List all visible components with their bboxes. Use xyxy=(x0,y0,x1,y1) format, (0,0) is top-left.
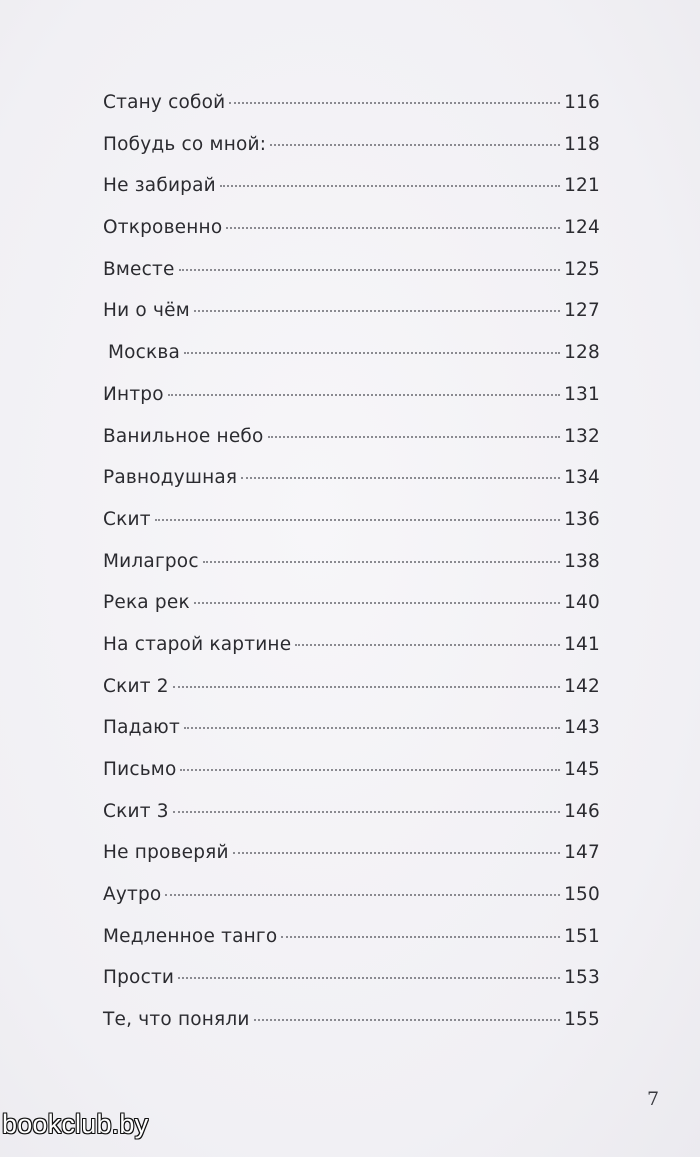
toc-dot-leader xyxy=(180,769,560,771)
toc-dot-leader xyxy=(165,894,560,896)
toc-entry-title: Река рек xyxy=(103,592,190,614)
toc-entry-page: 150 xyxy=(564,884,600,906)
toc-entry xyxy=(103,467,600,509)
toc-entry-title: Москва xyxy=(108,342,181,364)
toc-entry-title: Ни о чём xyxy=(103,300,190,322)
toc-entry-title: Скит 3 xyxy=(103,800,169,822)
toc-entry-title: Письмо xyxy=(103,759,177,780)
toc-dot-leader xyxy=(268,436,561,438)
toc-entry-title: Скит 2 xyxy=(103,675,169,697)
toc-entry-page: 141 xyxy=(564,633,600,655)
toc-entry xyxy=(103,759,600,801)
toc-entry xyxy=(103,801,600,843)
page-number: 7 xyxy=(647,1088,660,1110)
toc-entry-page: 153 xyxy=(564,967,600,989)
toc-entry xyxy=(103,217,600,259)
toc-entry-page: 125 xyxy=(564,258,600,280)
toc-entry xyxy=(103,884,600,926)
toc-dot-leader xyxy=(155,519,560,521)
toc-entry xyxy=(103,967,600,1009)
toc-dot-leader xyxy=(295,644,560,646)
toc-dot-leader xyxy=(168,394,560,396)
toc-entry xyxy=(103,259,600,301)
toc-entry xyxy=(103,426,600,468)
toc-entry-page: 134 xyxy=(564,467,600,489)
toc-dot-leader xyxy=(184,727,560,729)
toc-entry xyxy=(103,509,600,551)
toc-entry-page: 145 xyxy=(564,759,600,780)
toc-entry-page: 140 xyxy=(564,592,600,614)
toc-entry xyxy=(103,384,600,426)
toc-dot-leader xyxy=(241,477,560,479)
toc-dot-leader xyxy=(281,936,560,938)
toc-entry xyxy=(103,842,600,884)
toc-entry xyxy=(103,92,600,134)
toc-entry-page: 127 xyxy=(564,300,600,322)
toc-entry xyxy=(103,342,600,384)
toc-entry xyxy=(103,926,600,968)
toc-entry-title: Те, что поняли xyxy=(103,1009,250,1031)
toc-entry-page: 151 xyxy=(564,925,600,947)
toc-entry xyxy=(103,175,600,217)
toc-entry-page: 131 xyxy=(564,383,600,405)
toc-dot-leader xyxy=(233,852,560,854)
toc-entry-page: 146 xyxy=(564,800,600,822)
toc-dot-leader xyxy=(226,227,560,229)
toc-entry xyxy=(103,551,600,593)
toc-entry-page: 116 xyxy=(564,92,600,113)
toc-entry xyxy=(103,592,600,634)
toc-entry-page: 132 xyxy=(564,425,600,447)
toc-dot-leader xyxy=(178,977,560,979)
toc-dot-leader xyxy=(173,811,560,813)
toc-entry-page: 142 xyxy=(564,675,600,697)
toc-dot-leader xyxy=(270,144,560,146)
toc-entry-page: 121 xyxy=(564,175,600,197)
toc-entry xyxy=(103,717,600,759)
toc-dot-leader xyxy=(203,561,560,563)
toc-entry-page: 136 xyxy=(564,508,600,530)
toc-dot-leader xyxy=(194,310,560,312)
toc-entry-title: Скит xyxy=(103,508,151,530)
toc-entry-title: Падают xyxy=(103,717,180,739)
toc-entry-page: 143 xyxy=(564,717,600,739)
table-of-contents xyxy=(103,92,600,1051)
toc-entry-title: Медленное танго xyxy=(103,925,278,947)
toc-entry-title: Откровенно xyxy=(103,217,223,239)
toc-entry-title: Стану собой xyxy=(103,92,226,113)
toc-dot-leader xyxy=(173,686,560,688)
toc-entry-title: Вместе xyxy=(103,258,175,280)
toc-entry-title: На старой картине xyxy=(103,633,292,655)
toc-entry xyxy=(103,134,600,176)
toc-entry-title: Равнодушная xyxy=(103,467,238,489)
toc-entry-title: Милагрос xyxy=(103,550,199,572)
toc-entry-page: 155 xyxy=(564,1009,600,1031)
toc-dot-leader xyxy=(254,1019,560,1021)
toc-entry-page: 147 xyxy=(564,842,600,864)
toc-entry xyxy=(103,676,600,718)
toc-entry-title: Аутро xyxy=(103,884,162,906)
toc-entry-page: 124 xyxy=(564,217,600,239)
toc-dot-leader xyxy=(220,185,560,187)
toc-entry-title: Прости xyxy=(103,967,175,989)
toc-entry-title: Не забирай xyxy=(103,175,216,197)
toc-dot-leader xyxy=(179,269,561,271)
toc-entry xyxy=(103,1009,600,1051)
toc-entry xyxy=(103,300,600,342)
toc-entry-title: Интро xyxy=(103,383,164,405)
toc-entry-title: Ванильное небо xyxy=(103,425,264,447)
toc-entry-title: Побудь со мной: xyxy=(103,133,267,155)
watermark: bookclub.by xyxy=(2,1109,149,1139)
toc-dot-leader xyxy=(229,102,560,104)
toc-dot-leader xyxy=(194,602,560,604)
toc-entry-page: 128 xyxy=(564,342,600,364)
toc-dot-leader xyxy=(184,352,560,354)
toc-entry-page: 118 xyxy=(564,133,600,155)
toc-entry xyxy=(103,634,600,676)
toc-entry-page: 138 xyxy=(564,550,600,572)
toc-entry-title: Не проверяй xyxy=(103,842,229,864)
